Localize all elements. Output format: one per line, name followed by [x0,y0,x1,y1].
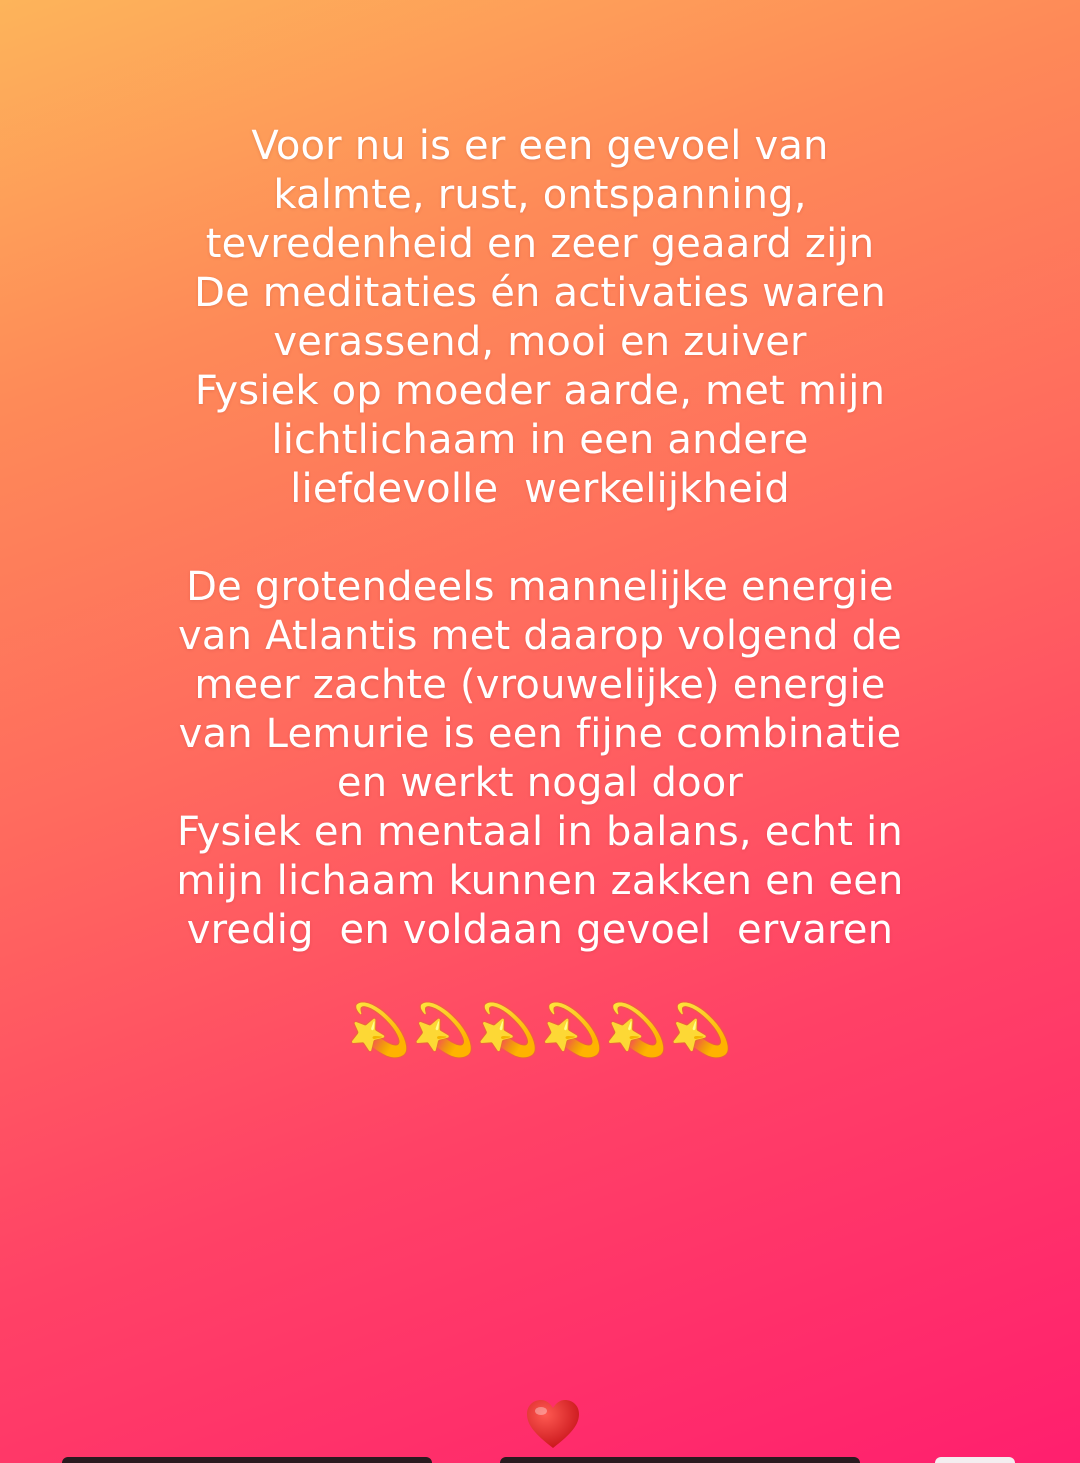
text-line: verassend, mooi en zuiver [273,319,807,365]
text-line: De meditaties én activaties waren [194,270,886,316]
heart-reaction-button[interactable] [524,1395,582,1453]
story-text [0,122,1080,955]
text-line: en werkt nogal door [336,760,744,806]
text-line: lichtlichaam in een andere [271,417,809,463]
dizzy-star-icon: 💫 [669,1001,732,1059]
dizzy-star-icon: 💫 [605,1001,668,1059]
text-line: De grotendeels mannelijke energie [186,564,894,610]
dizzy-star-emoji-row [0,1000,1080,1060]
paragraph-spacer [0,514,1080,563]
text-line: kalmte, rust, ontspanning, [273,172,807,218]
dizzy-star-icon: 💫 [412,1001,475,1059]
dizzy-star-icon: 💫 [541,1001,604,1059]
text-line: van Lemurie is een fijne combinatie [178,711,902,757]
reply-bar[interactable] [500,1457,860,1463]
text-line: Fysiek op moeder aarde, met mijn [194,368,886,414]
dizzy-star-icon: 💫 [476,1001,539,1059]
text-line: van Atlantis met daarop volgend de [178,613,902,659]
heart-icon [525,1398,581,1450]
text-line: Voor nu is er een gevoel van [251,123,829,169]
text-line: mijn lichaam kunnen zakken en een [176,858,904,904]
text-line: liefdevolle werkelijkheid [290,466,790,512]
send-button[interactable] [935,1457,1015,1463]
text-line: vredig en voldaan gevoel ervaren [186,907,894,953]
text-line: meer zachte (vrouwelijke) energie [194,662,886,708]
message-bar[interactable] [62,1457,432,1463]
dizzy-star-icon: 💫 [348,1001,411,1059]
text-line: tevredenheid en zeer geaard zijn [205,221,875,267]
text-line: Fysiek en mentaal in balans, echt in [177,809,903,855]
